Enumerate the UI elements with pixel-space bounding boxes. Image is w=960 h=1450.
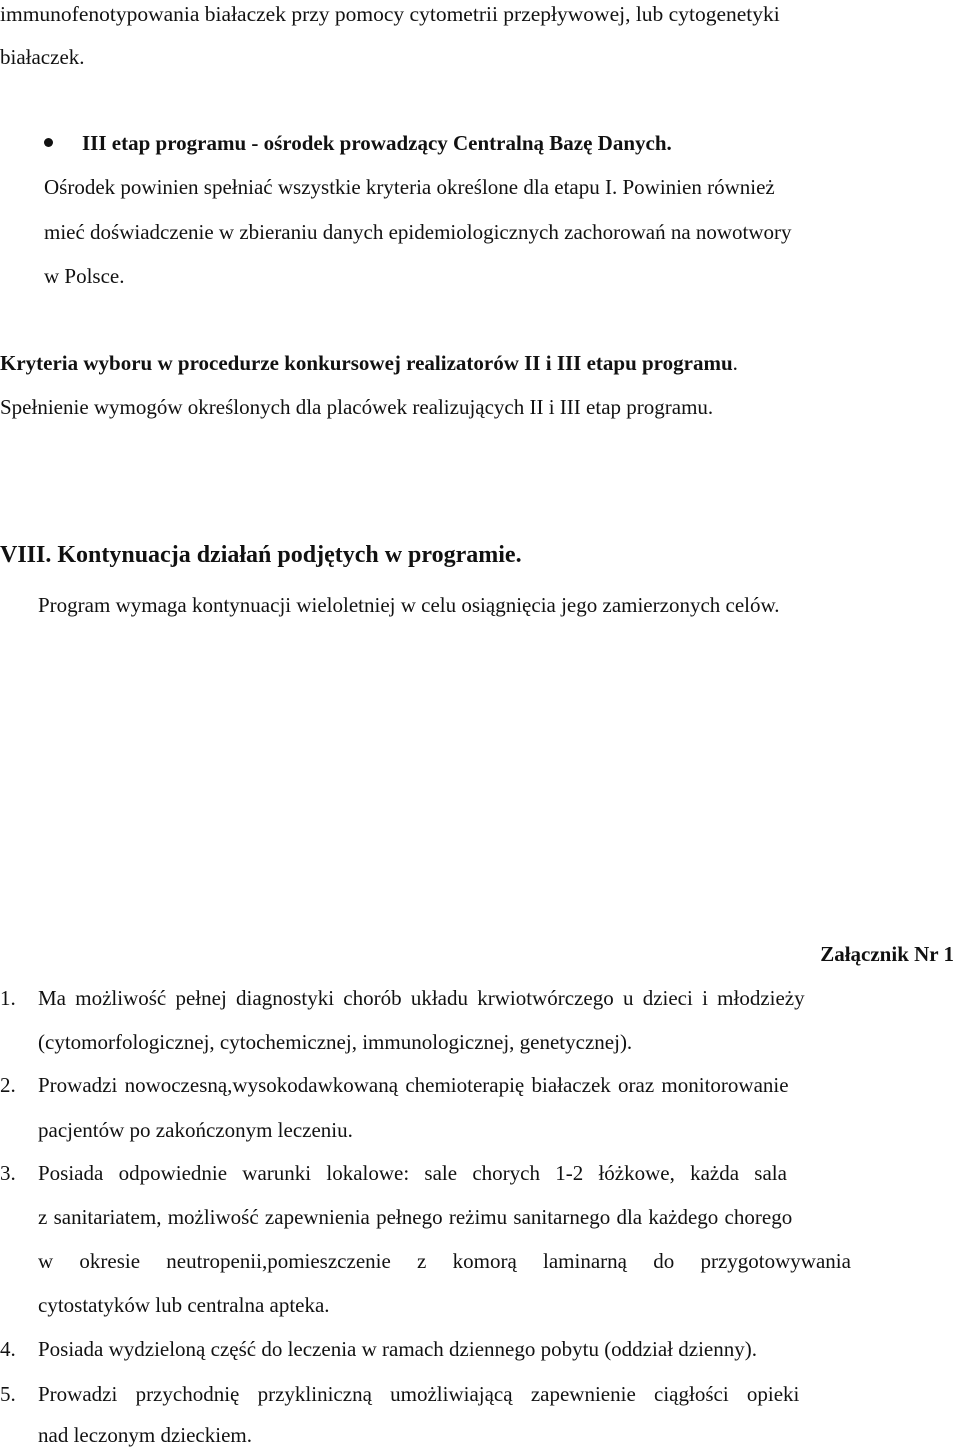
intro-line-2: białaczek. bbox=[0, 45, 85, 69]
item-2-line-2: pacjentów po zakończonym leczeniu. bbox=[38, 1118, 353, 1142]
item-3-number: 3. bbox=[0, 1161, 16, 1185]
stage3-title: III etap programu - ośrodek prowadzący Centralną Bazę Danych. bbox=[82, 131, 672, 155]
item-1-number: 1. bbox=[0, 986, 16, 1010]
item-3-line-3: w okresie neutropenii,pomieszczenie z komorą laminarną do przygotowywania bbox=[38, 1249, 851, 1273]
intro-line-1: immunofenotypowania białaczek przy pomocy cytometrii przepływowej, lub cytogenetyki bbox=[0, 2, 780, 26]
item-1-line-2: (cytomorfologicznej, cytochemicznej, immunologicznej, genetycznej). bbox=[38, 1030, 633, 1054]
item-1-line-1 bbox=[38, 985, 956, 1011]
item-5-number: 5. bbox=[0, 1382, 16, 1406]
item-2-line-1: Prowadzi nowoczesną,wysokodawkowaną chemioterapię białaczek oraz monitorowanie bbox=[38, 1073, 789, 1097]
item-4-line-1: Posiada wydzieloną część do leczenia w ramach dziennego pobytu (oddział dzienny). bbox=[38, 1337, 757, 1361]
criteria-heading-line bbox=[0, 350, 738, 376]
attachment-label: Załącznik Nr 1 bbox=[820, 942, 954, 966]
item-4-number: 4. bbox=[0, 1337, 16, 1361]
section8-heading: VIII. Kontynuacja działań podjętych w programie. bbox=[0, 542, 522, 568]
item-5-line-2: nad leczonym dzieckiem. bbox=[38, 1423, 252, 1447]
section8-text: Program wymaga kontynuacji wieloletniej w celu osiągnięcia jego zamierzonych celów. bbox=[38, 593, 780, 617]
criteria-heading: Kryteria wyboru w procedurze konkursowej realizatorów II i III etapu programu bbox=[0, 351, 733, 375]
criteria-heading-period: . bbox=[732, 351, 738, 375]
item-3-line-1: Posiada odpowiednie warunki lokalowe: sale chorych 1-2 łóżkowe, każda sala bbox=[38, 1161, 787, 1185]
stage3-line-1: Ośrodek powinien spełniać wszystkie kryteria określone dla etapu I. Powinien również bbox=[44, 175, 775, 199]
bullet-icon bbox=[44, 138, 53, 147]
item-3-line-2: z sanitariatem, możliwość zapewnienia pełnego reżimu sanitarnego dla każdego chorego bbox=[38, 1205, 793, 1229]
criteria-text: Spełnienie wymogów określonych dla placówek realizujących II i III etap programu. bbox=[0, 395, 714, 419]
item-5-line-1: Prowadzi przychodnię przykliniczną umożliwiającą zapewnienie ciągłości opieki bbox=[38, 1382, 800, 1406]
stage3-line-2: mieć doświadczenie w zbieraniu danych epidemiologicznych zachorowań na nowotwory bbox=[44, 220, 792, 244]
item-2-number: 2. bbox=[0, 1073, 16, 1097]
item-3-line-4: cytostatyków lub centralna apteka. bbox=[38, 1293, 330, 1317]
stage3-line-3: w Polsce. bbox=[44, 264, 125, 288]
item-1-text: Ma możliwość pełnej diagnostyki chorób układu krwiotwórczego u dzieci i młodzieży bbox=[38, 986, 805, 1010]
